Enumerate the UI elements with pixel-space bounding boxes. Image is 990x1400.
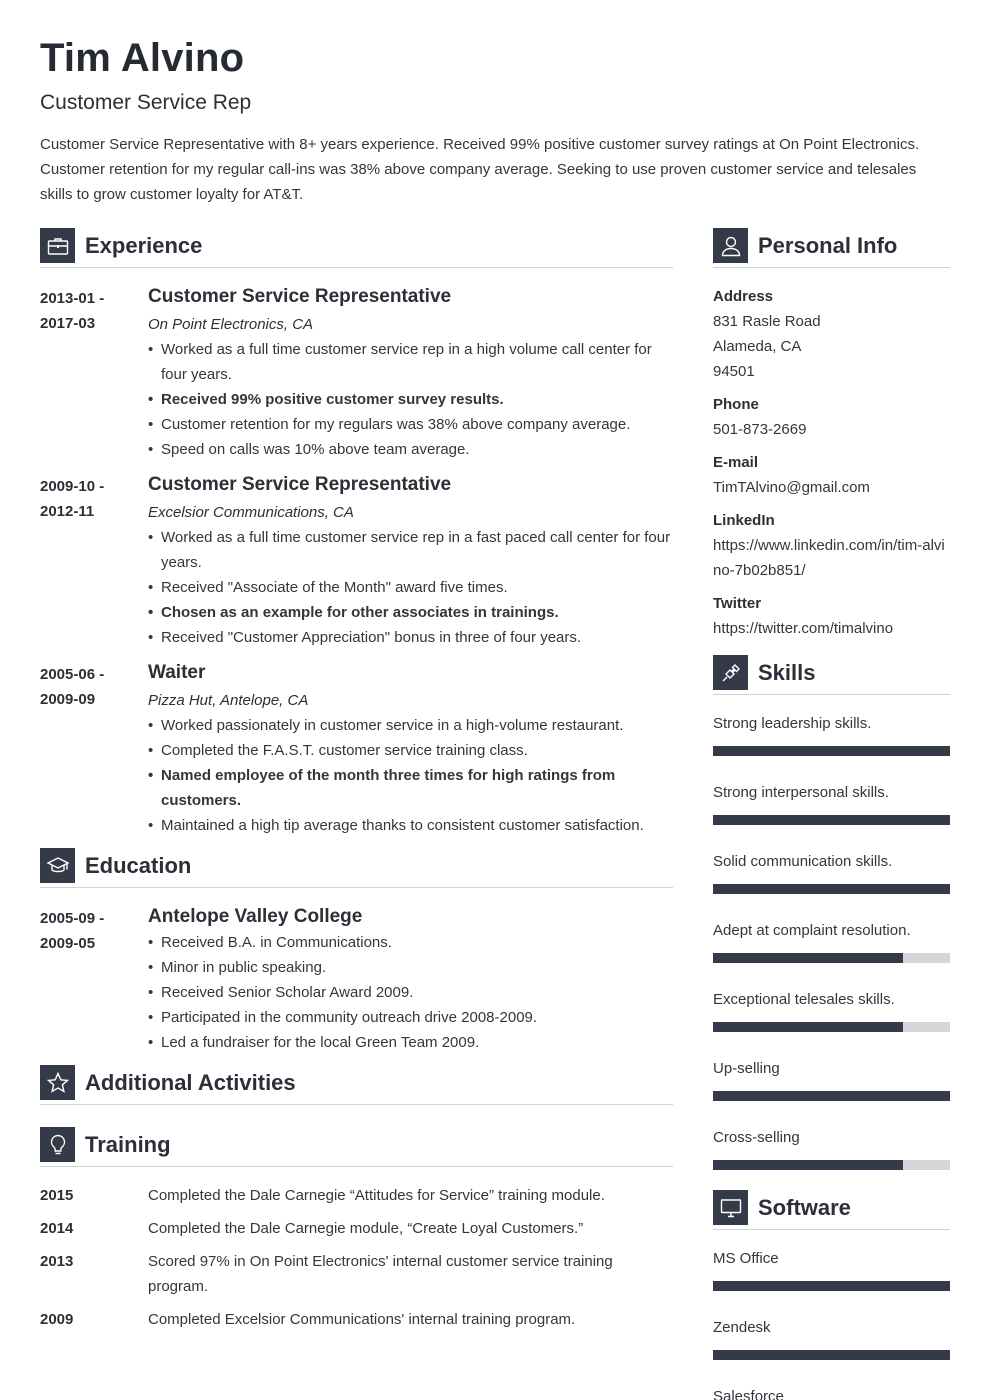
personal-info-title: Personal Info: [758, 233, 898, 258]
experience-dates: [40, 660, 148, 838]
star-icon: [40, 1065, 75, 1100]
experience-bullet: • Worked passionately in customer service in a high-volume restaurant.: [148, 713, 673, 738]
training-section-header: [40, 1127, 673, 1167]
experience-entry-body: [148, 472, 673, 650]
education-dates: [40, 904, 148, 1055]
activities-title: Additional Activities: [85, 1070, 296, 1095]
skills-level-bar: [713, 884, 950, 894]
training-row: [40, 1307, 673, 1332]
education-end-date: 2009-05: [40, 935, 96, 952]
software-item: [713, 1315, 950, 1360]
training-title: Training: [85, 1132, 171, 1157]
graduation-cap-icon: [40, 848, 75, 883]
education-bullet: • Participated in the community outreach drive 2008-2009.: [148, 1005, 673, 1030]
software-title: Software: [758, 1195, 851, 1220]
education-title: Education: [85, 853, 192, 878]
software-level-fill: [713, 1281, 950, 1291]
skills-level-fill: [713, 953, 903, 963]
skills-name: Strong interpersonal skills.: [713, 784, 889, 801]
software-section-header: [713, 1190, 950, 1230]
resume-name: Tim Alvino: [40, 36, 245, 80]
education-bullet: • Led a fundraiser for the local Green Team 2009.: [148, 1030, 673, 1055]
person-icon: [713, 228, 748, 263]
linkedin-label: LinkedIn: [713, 512, 775, 529]
monitor-icon: [713, 1190, 748, 1225]
training-row: [40, 1183, 673, 1208]
resume-job-title: Customer Service Rep: [40, 91, 252, 114]
skills-item: [713, 849, 950, 894]
resume-summary: Customer Service Representative with 8+ years experience. Received 99% positive customer survey ratings at On Point Electronics. Customer retention for my regular call-ins was 38% above company average. Seeking to use proven customer service and telesales skills to grow customer loyalty for AT&T.: [40, 136, 920, 203]
right-column: [713, 228, 950, 1400]
experience-entry-subtitle: On Point Electronics, CA: [148, 316, 314, 333]
education-start-date: 2005-09 -: [40, 910, 105, 927]
skills-level-bar: [713, 1091, 950, 1101]
skills-item: [713, 780, 950, 825]
education-list: [40, 904, 673, 1055]
experience-entry-title: Customer Service Representative: [148, 286, 452, 307]
experience-dates: [40, 472, 148, 650]
skills-level-bar: [713, 1160, 950, 1170]
activities-section-header: [40, 1065, 673, 1105]
skills-name: Exceptional telesales skills.: [713, 991, 895, 1008]
lightbulb-icon: [40, 1127, 75, 1162]
software-item: [713, 1384, 950, 1400]
training-text: Scored 97% in On Point Electronics' internal customer service training program.: [148, 1253, 613, 1295]
phone-block: [713, 392, 950, 442]
experience-bullet: • Received "Associate of the Month" award five times.: [148, 575, 673, 600]
experience-bullet: • Worked as a full time customer service rep in a high volume call center for four years.: [148, 337, 673, 387]
skills-section-header: [713, 655, 950, 695]
experience-entry: [40, 472, 673, 650]
training-list: [40, 1183, 673, 1332]
experience-bullet: • Maintained a high tip average thanks to consistent customer satisfaction.: [148, 813, 673, 838]
experience-bullet: • Received 99% positive customer survey results.: [148, 387, 673, 412]
experience-bullet: • Received "Customer Appreciation" bonus in three of four years.: [148, 625, 673, 650]
linkedin-block: [713, 508, 950, 583]
experience-bullet-list: [148, 713, 673, 838]
skills-level-bar: [713, 815, 950, 825]
training-year: 2014: [40, 1220, 74, 1237]
twitter-label: Twitter: [713, 595, 762, 612]
skills-name: Adept at complaint resolution.: [713, 922, 911, 939]
skills-level-fill: [713, 746, 950, 756]
twitter-value[interactable]: https://twitter.com/timalvino: [713, 620, 894, 637]
phone-value: 501-873-2669: [713, 421, 807, 438]
education-entry-body: [148, 904, 673, 1055]
skills-name: Cross-selling: [713, 1129, 800, 1146]
education-entry: [40, 904, 673, 1055]
experience-bullet: • Customer retention for my regulars was 38% above company average.: [148, 412, 673, 437]
linkedin-value[interactable]: https://www.linkedin.com/in/tim-alvino-7b02b851/: [713, 537, 945, 579]
experience-end-date: 2017-03: [40, 315, 96, 332]
experience-end-date: 2012-11: [40, 503, 95, 520]
experience-start-date: 2013-01 -: [40, 290, 105, 307]
education-bullet: • Received Senior Scholar Award 2009.: [148, 980, 673, 1005]
skills-level-fill: [713, 1160, 903, 1170]
experience-end-date: 2009-09: [40, 691, 96, 708]
skills-level-bar: [713, 746, 950, 756]
personal-info-section-header: [713, 228, 950, 268]
training-text: Completed Excelsior Communications' internal training program.: [148, 1311, 576, 1328]
skills-level-bar: [713, 953, 950, 963]
software-name: MS Office: [713, 1250, 779, 1267]
software-name: Zendesk: [713, 1319, 771, 1336]
training-row: [40, 1216, 673, 1241]
experience-entry: [40, 660, 673, 838]
address-block: [713, 284, 950, 384]
education-bullet: • Minor in public speaking.: [148, 955, 673, 980]
experience-bullet-list: [148, 337, 673, 462]
skills-level-fill: [713, 884, 950, 894]
training-text: Completed the Dale Carnegie “Attitudes for Service” training module.: [148, 1187, 605, 1204]
experience-start-date: 2005-06 -: [40, 666, 105, 683]
left-column: [40, 228, 673, 1340]
skills-level-fill: [713, 1022, 903, 1032]
training-year: 2013: [40, 1253, 74, 1270]
experience-section-header: [40, 228, 673, 268]
briefcase-icon: [40, 228, 75, 263]
training-row: [40, 1249, 673, 1299]
experience-bullet-list: [148, 525, 673, 650]
training-text: Completed the Dale Carnegie module, “Create Loyal Customers.”: [148, 1220, 584, 1237]
experience-bullet: • Worked as a full time customer service rep in a fast paced call center for four years.: [148, 525, 673, 575]
skills-level-bar: [713, 1022, 950, 1032]
experience-entry-subtitle: Excelsior Communications, CA: [148, 504, 354, 521]
skills-item: [713, 918, 950, 963]
experience-title: Experience: [85, 233, 203, 258]
skills-item: [713, 1125, 950, 1170]
experience-entry-body: [148, 284, 673, 462]
skills-title: Skills: [758, 660, 816, 685]
skills-level-fill: [713, 1091, 950, 1101]
skills-name: Strong leadership skills.: [713, 715, 872, 732]
twitter-block: [713, 591, 950, 641]
experience-start-date: 2009-10 -: [40, 478, 105, 495]
education-bullet-list: [148, 930, 673, 1055]
software-item: [713, 1246, 950, 1291]
phone-label: Phone: [713, 396, 759, 413]
software-name: Salesforce: [713, 1388, 784, 1400]
experience-bullet: • Completed the F.A.S.T. customer service training class.: [148, 738, 673, 763]
software-list: [713, 1246, 950, 1400]
email-label: E-mail: [713, 454, 759, 471]
experience-entry-title: Waiter: [148, 662, 206, 683]
experience-entry-body: [148, 660, 673, 838]
software-level-bar: [713, 1281, 950, 1291]
skills-list: [713, 711, 950, 1170]
address-line-2: Alameda, CA: [713, 338, 802, 355]
experience-dates: [40, 284, 148, 462]
training-year: 2015: [40, 1187, 74, 1204]
skills-item: [713, 1056, 950, 1101]
experience-entry: [40, 284, 673, 462]
education-section-header: [40, 848, 673, 888]
experience-bullet: • Speed on calls was 10% above team average.: [148, 437, 673, 462]
experience-list: [40, 284, 673, 838]
experience-entry-title: Customer Service Representative: [148, 474, 452, 495]
skills-name: Solid communication skills.: [713, 853, 893, 870]
experience-bullet: • Named employee of the month three times for high ratings from customers.: [148, 763, 673, 813]
email-block: [713, 450, 950, 500]
training-year: 2009: [40, 1311, 74, 1328]
software-level-fill: [713, 1350, 950, 1360]
address-line-3: 94501: [713, 363, 755, 380]
address-line-1: 831 Rasle Road: [713, 313, 821, 330]
software-level-bar: [713, 1350, 950, 1360]
education-bullet: • Received B.A. in Communications.: [148, 930, 673, 955]
address-label: Address: [713, 288, 774, 305]
puzzle-hand-icon: [713, 655, 748, 690]
skills-item: [713, 711, 950, 756]
skills-item: [713, 987, 950, 1032]
experience-entry-subtitle: Pizza Hut, Antelope, CA: [148, 692, 309, 709]
experience-bullet: • Chosen as an example for other associates in trainings.: [148, 600, 673, 625]
skills-name: Up-selling: [713, 1060, 780, 1077]
skills-level-fill: [713, 815, 950, 825]
education-entry-title: Antelope Valley College: [148, 906, 363, 927]
email-value[interactable]: TimTAlvino@gmail.com: [713, 479, 870, 496]
